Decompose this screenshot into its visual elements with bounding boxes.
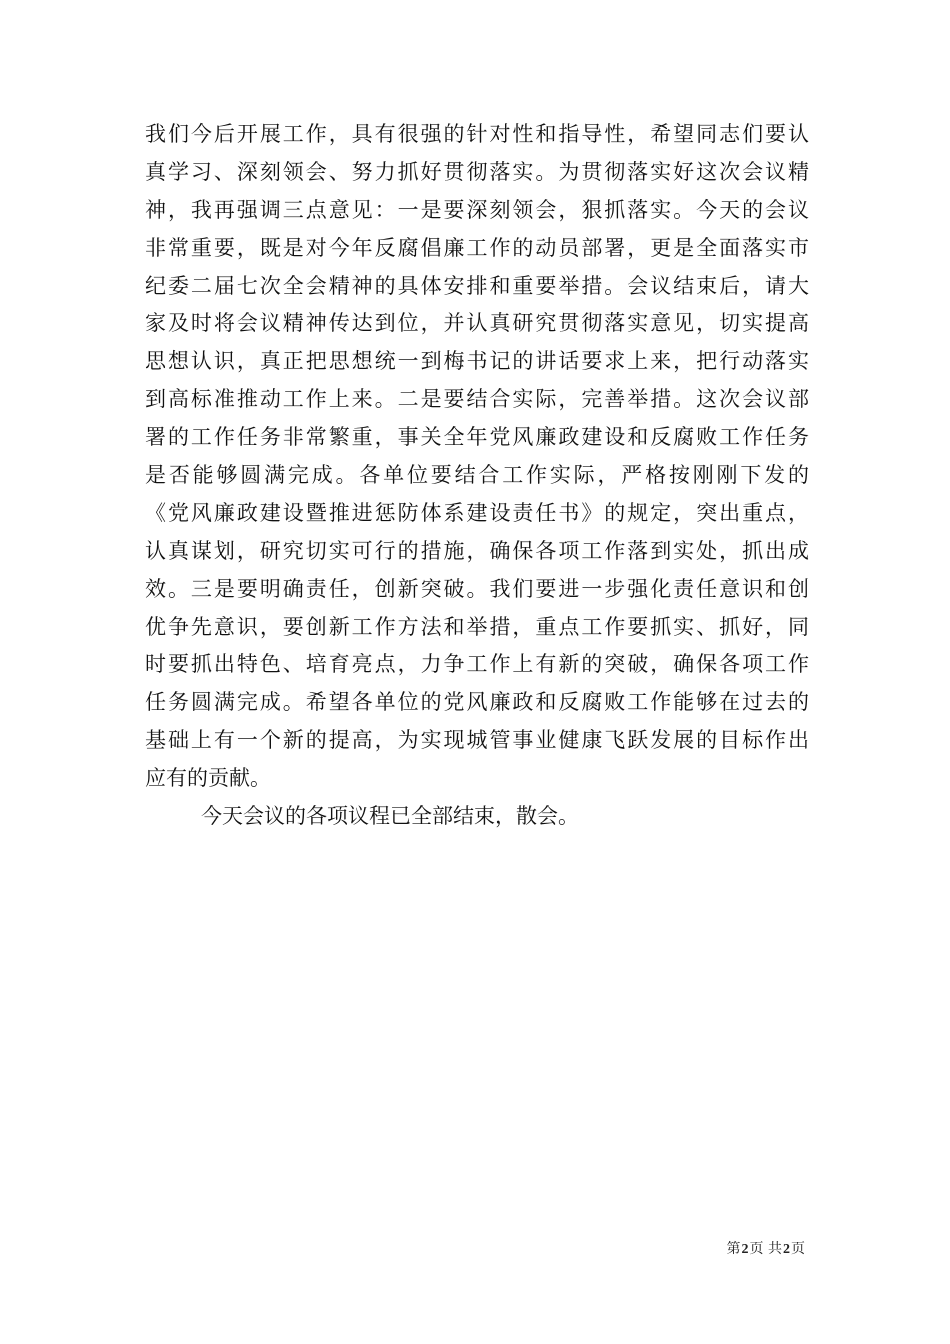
footer-middle: 页 共 [749, 1241, 782, 1257]
paragraph-line-3: 神，我再强调三点意见：一是要深刻领会，狠抓落实。今天的会议 [145, 197, 809, 222]
footer-suffix: 页 [791, 1241, 805, 1257]
paragraph-line-5: 纪委二届七次全会精神的具体安排和重要举措。会议结束后，请大 [145, 273, 809, 298]
body-text [145, 116, 809, 836]
paragraph-line-17: 基础上有一个新的提高，为实现城管事业健康飞跃发展的目标作出 [145, 728, 809, 753]
paragraph-line-15: 时要抓出特色、培育亮点，力争工作上有新的突破，确保各项工作 [145, 652, 809, 677]
closing-line: 今天会议的各项议程已全部结束，散会。 [201, 804, 579, 829]
paragraph-line-8: 到高标准推动工作上来。二是要结合实际，完善举措。这次会议部 [145, 387, 809, 412]
paragraph-line-12: 认真谋划，研究切实可行的措施，确保各项工作落到实处，抓出成 [145, 538, 809, 563]
paragraph-line-14: 优争先意识，要创新工作方法和举措，重点工作要抓实、抓好，同 [145, 614, 809, 639]
paragraph-line-9: 署的工作任务非常繁重，事关全年党风廉政建设和反腐败工作任务 [145, 425, 809, 450]
footer-prefix: 第 [726, 1241, 741, 1257]
paragraph-line-11: 《党风廉政建设暨推进惩防体系建设责任书》的规定，突出重点， [145, 500, 809, 525]
paragraph-line-1: 我们今后开展工作，具有很强的针对性和指导性，希望同志们要认 [145, 122, 809, 146]
paragraph-line-4: 非常重要，既是对今年反腐倡廉工作的动员部署，更是全面落实市 [145, 235, 809, 260]
paragraph-line-2: 真学习、深刻领会、努力抓好贯彻落实。为贯彻落实好这次会议精 [145, 159, 809, 184]
paragraph-line-6: 家及时将会议精神传达到位，并认真研究贯彻落实意见，切实提高 [145, 311, 809, 336]
paragraph-line-18: 应有的贡献。 [145, 766, 271, 791]
paragraph-line-7: 思想认识，真正把思想统一到梅书记的讲话要求上来，把行动落实 [145, 349, 809, 374]
paragraph-line-10: 是否能够圆满完成。各单位要结合工作实际，严格按刚刚下发的 [145, 463, 809, 488]
page-footer [727, 1240, 805, 1259]
current-page-number: 2 [741, 1242, 749, 1257]
paragraph-line-13: 效。三是要明确责任，创新突破。我们要进一步强化责任意识和创 [145, 576, 809, 601]
paragraph-line-16: 任务圆满完成。希望各单位的党风廉政和反腐败工作能够在过去的 [145, 690, 809, 715]
total-pages-number: 2 [783, 1242, 790, 1257]
